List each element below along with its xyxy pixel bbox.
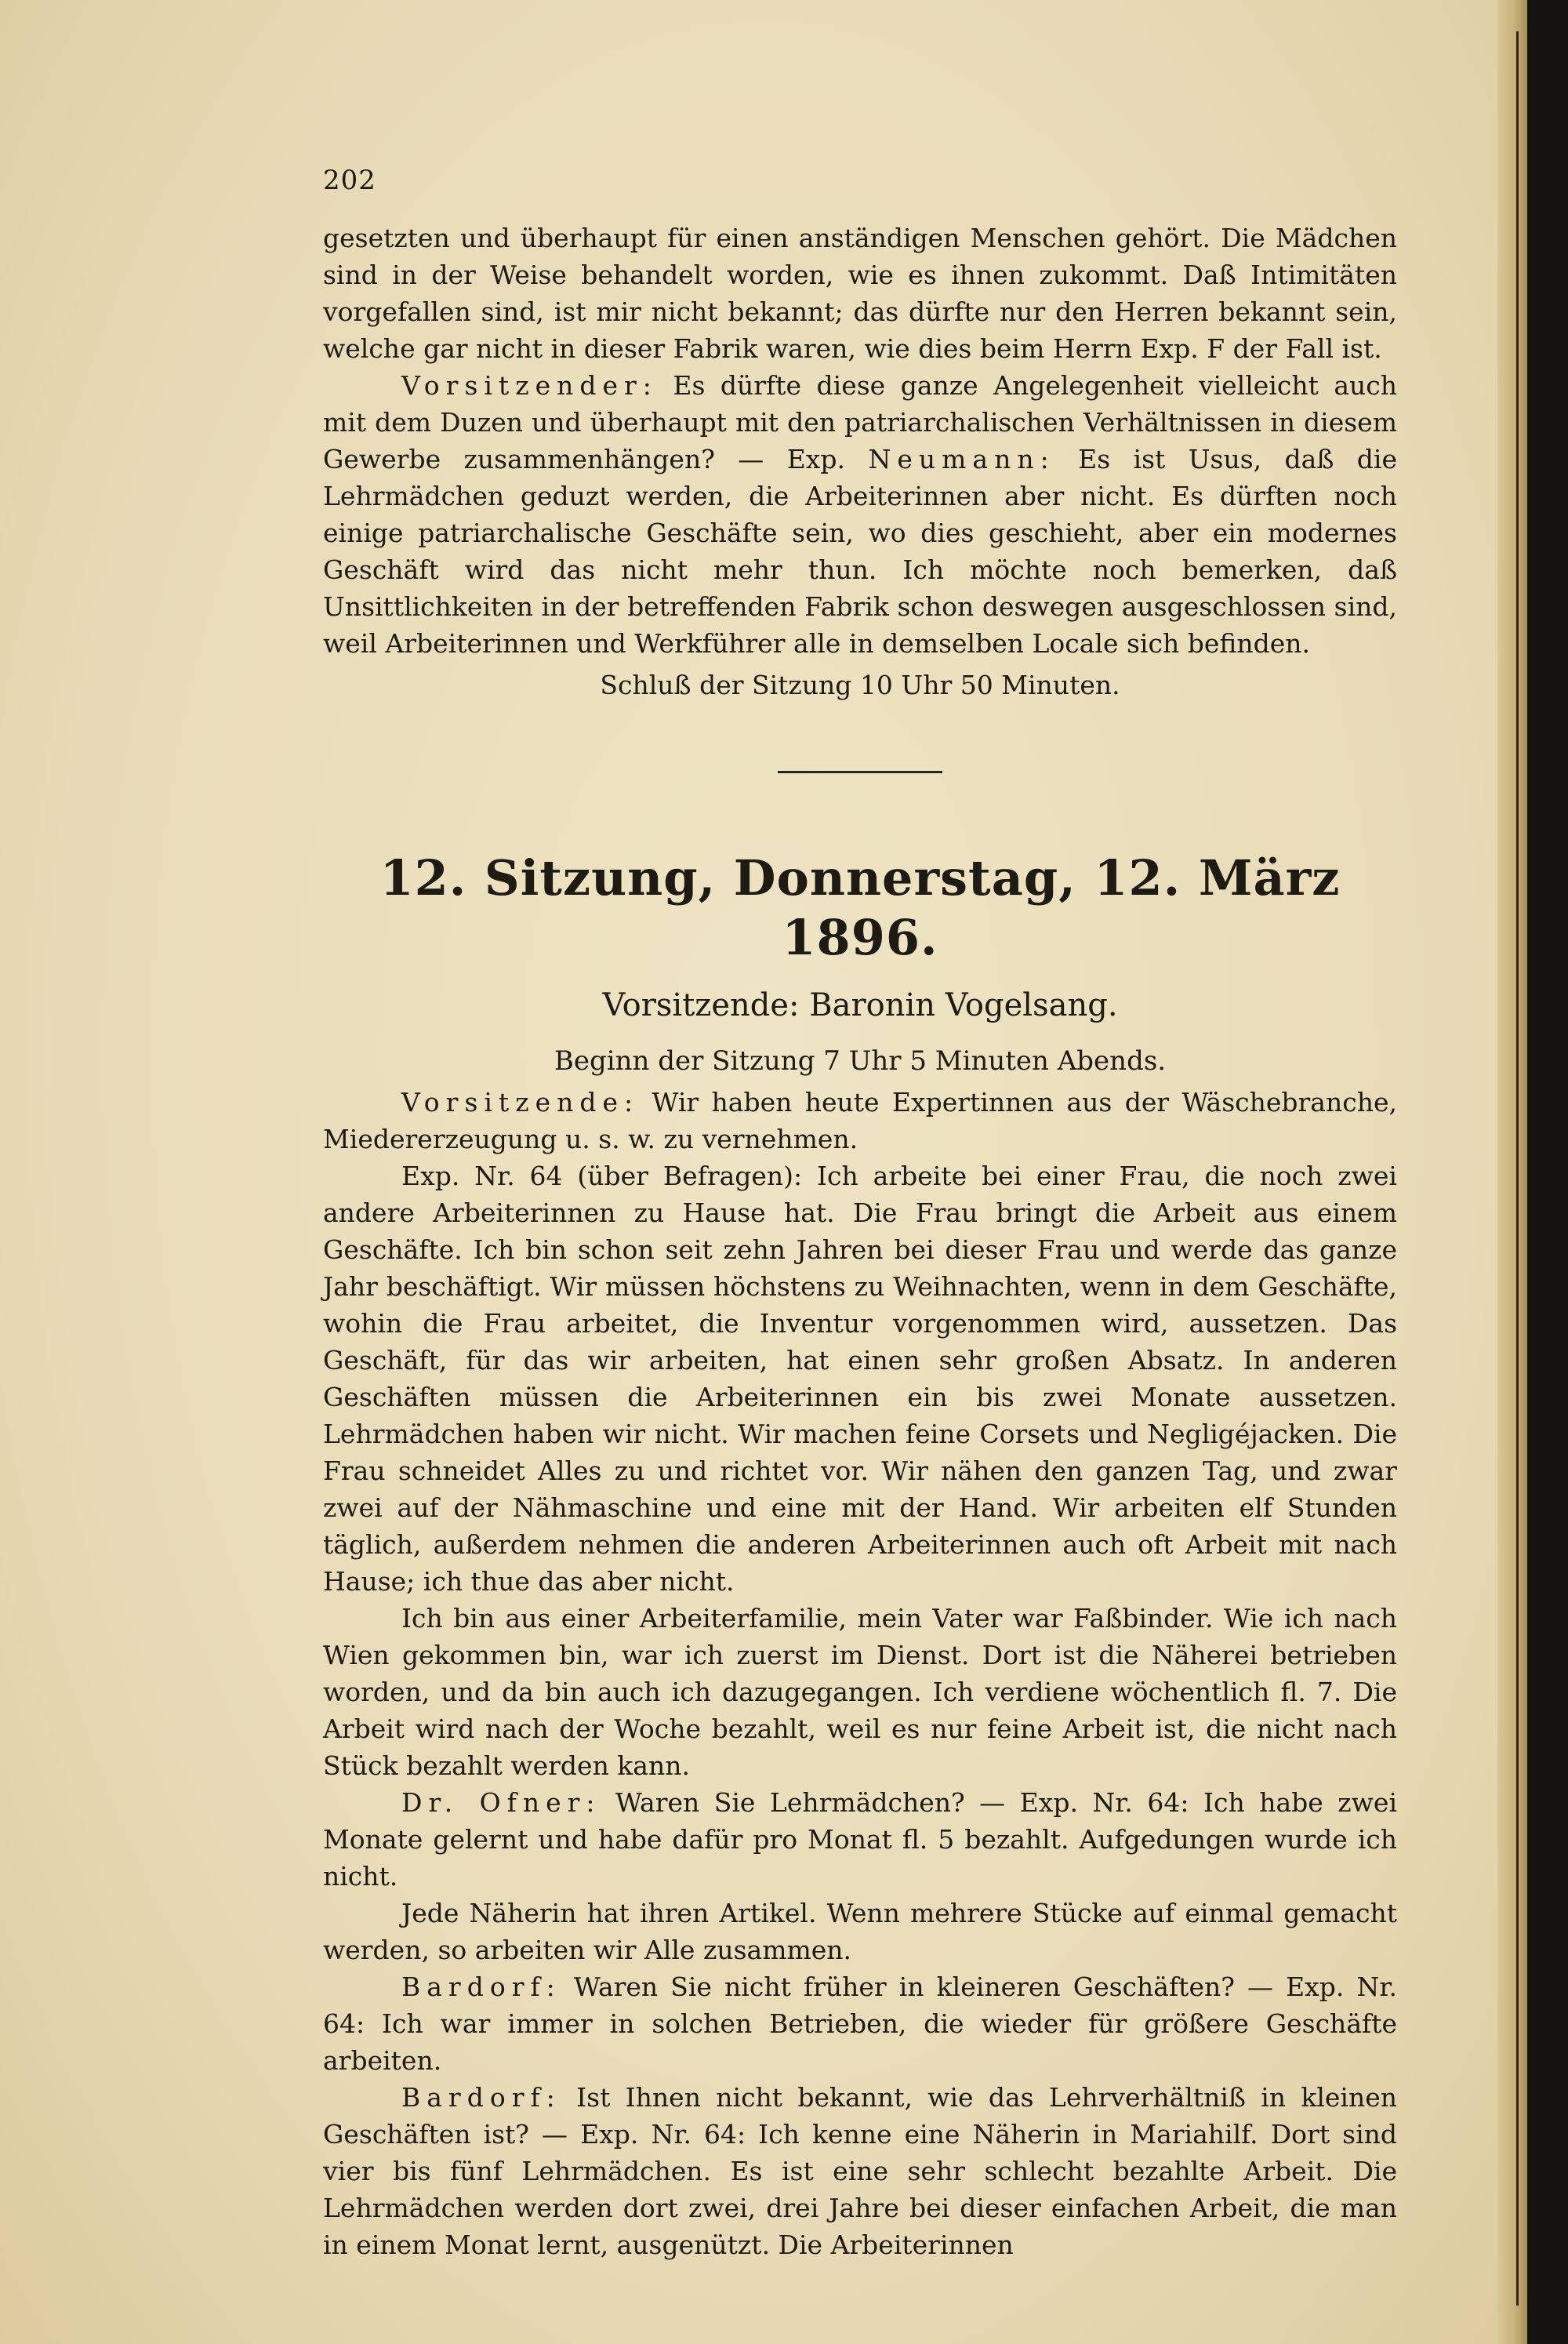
page-number: 202 [323, 165, 376, 196]
paragraph-text: Waren Sie nicht früher in kleineren Geschäften? — Exp. Nr. 64: Ich war immer in solchen Betrieben, die wieder für größere Geschäfte arbeiten. [323, 1972, 1397, 2076]
paragraph-question [323, 1968, 1397, 2079]
page-content [323, 165, 1397, 2263]
paragraph-text: Exp. Nr. 64 (über Befragen): Ich arbeite bei einer Frau, die noch zwei andere Arbeiterinnen zu Hause hat. Die Frau bringt die Arbeit aus einem Geschäfte. Ich bin schon seit zehn Jahren bei dieser Frau und werde das ganze Jahr beschäftigt. Wir müssen höchstens zu Weihnachten, wenn in dem Geschäfte, wohin die Frau arbeitet, die Inventur vorgenommen wird, aussetzen. Das Geschäft, für das wir arbeiten, hat einen sehr großen Absatz. In anderen Geschäften müssen die Arbeiterinnen ein bis zwei Monate aussetzen. Lehrmädchen haben wir nicht. Wir machen feine Corsets und Negligéjacken. Die Frau schneidet Alles zu und richtet vor. Wir nähen den ganzen Tag, und zwar zwei auf der Nähmaschine und eine mit der Hand. Wir arbeiten elf Stunden täglich, außerdem nehmen die anderen Arbeiterinnen auch oft Arbeit mit nach Hause; ich thue das aber nicht. [323, 1161, 1397, 1597]
speaker-name: Dr. Ofner: [401, 1787, 601, 1818]
paragraph-chair-question [323, 367, 1397, 662]
paragraph-question [323, 1784, 1397, 1895]
paragraph-text: Ist Ihnen nicht bekannt, wie das Lehrverhältniß in kleinen Geschäften ist? — Exp. Nr. 64: Ich kenne eine Näherin in Mariahilf. Dort sind vier bis fünf Lehrmädchen. Es ist eine sehr schlecht bezahlte Arbeit. Die Lehrmädchen werden dort zwei, drei Jahre bei dieser einfachen Arbeit, die man in einem Monat lernt, ausgenützt. Die Arbeiterinnen [323, 2082, 1397, 2260]
paragraph-testimony [323, 1157, 1397, 1600]
scan-background [1527, 0, 1568, 2344]
paragraph-opening [323, 1084, 1397, 1157]
paragraph-text: Waren Sie Lehrmädchen? — Exp. Nr. 64: Ich habe zwei Monate gelernt und habe dafür pro Monat fl. 5 bezahlt. Aufgedungen wurde ich nicht. [323, 1787, 1397, 1892]
session-heading: 12. Sitzung, Donnerstag, 12. März 1896. [379, 849, 1341, 966]
speaker-name-expert: Neumann: [868, 444, 1055, 474]
section-divider [778, 771, 942, 773]
speaker-name: Vorsitzender: [401, 370, 658, 401]
paragraph-continuation [323, 220, 1397, 367]
paragraph-text: gesetzten und überhaupt für einen anständigen Menschen gehört. Die Mädchen sind in der Weise behandelt worden, wie es ihnen zukommt. Daß Intimitäten vorgefallen sind, ist mir nicht bekannt; das dürfte nur den Herren bekannt sein, welche gar nicht in dieser Fabrik waren, wie dies beim Herrn Exp. F der Fall ist. [323, 223, 1397, 364]
page-edge-line [1516, 31, 1519, 2306]
paragraph-text: Es ist Usus, daß die Lehrmädchen geduzt werden, die Arbeiterinnen aber nicht. Es dürften noch einige patriarchalische Geschäfte sein, wo dies geschieht, aber ein modernes Geschäft wird das nicht mehr thun. Ich möchte noch bemerken, daß Unsittlichkeiten in der betreffenden Fabrik schon deswegen ausgeschlossen sind, weil Arbeiterinnen und Werkführer alle in demselben Locale sich befinden. [323, 444, 1398, 659]
session-closing: Schluß der Sitzung 10 Uhr 50 Minuten. [600, 670, 1120, 700]
paragraph-text: Wir haben heute Expertinnen aus der Wäschebranche, Miedererzeugung u. s. w. zu vernehmen. [323, 1087, 1397, 1154]
session-chair: Vorsitzende: Baronin Vogelsang. [602, 987, 1118, 1023]
speaker-name: Vorsitzende: [401, 1087, 640, 1117]
paragraph-testimony [323, 1600, 1397, 1784]
speaker-name: Bardorf: [401, 1972, 561, 2002]
paragraph-text: Ich bin aus einer Arbeiterfamilie, mein Vater war Faßbinder. Wie ich nach Wien gekommen bin, war ich zuerst im Dienst. Dort ist die Näherei betrieben worden, und da bin auch ich dazugegangen. Ich verdiene wöchentlich fl. 7. Die Arbeit wird nach der Woche bezahlt, weil es nur feine Arbeit ist, die nicht nach Stück bezahlt werden kann. [323, 1603, 1397, 1781]
paragraph-text: Jede Näherin hat ihren Artikel. Wenn mehrere Stücke auf einmal gemacht werden, so arbeiten wir Alle zusammen. [323, 1898, 1397, 1965]
paragraph-text: Es dürfte diese ganze Angelegenheit vielleicht auch mit dem Duzen und überhaupt mit den patriarchalischen Verhältnissen in diesem Gewerbe zusammenhängen? — Exp. [323, 370, 1397, 474]
paragraph-question [323, 2079, 1397, 2263]
paragraph-testimony [323, 1895, 1397, 1968]
speaker-name: Bardorf: [401, 2082, 561, 2113]
page-spine-shadow [1497, 0, 1527, 2344]
session-begin: Beginn der Sitzung 7 Uhr 5 Minuten Abends. [554, 1045, 1167, 1077]
